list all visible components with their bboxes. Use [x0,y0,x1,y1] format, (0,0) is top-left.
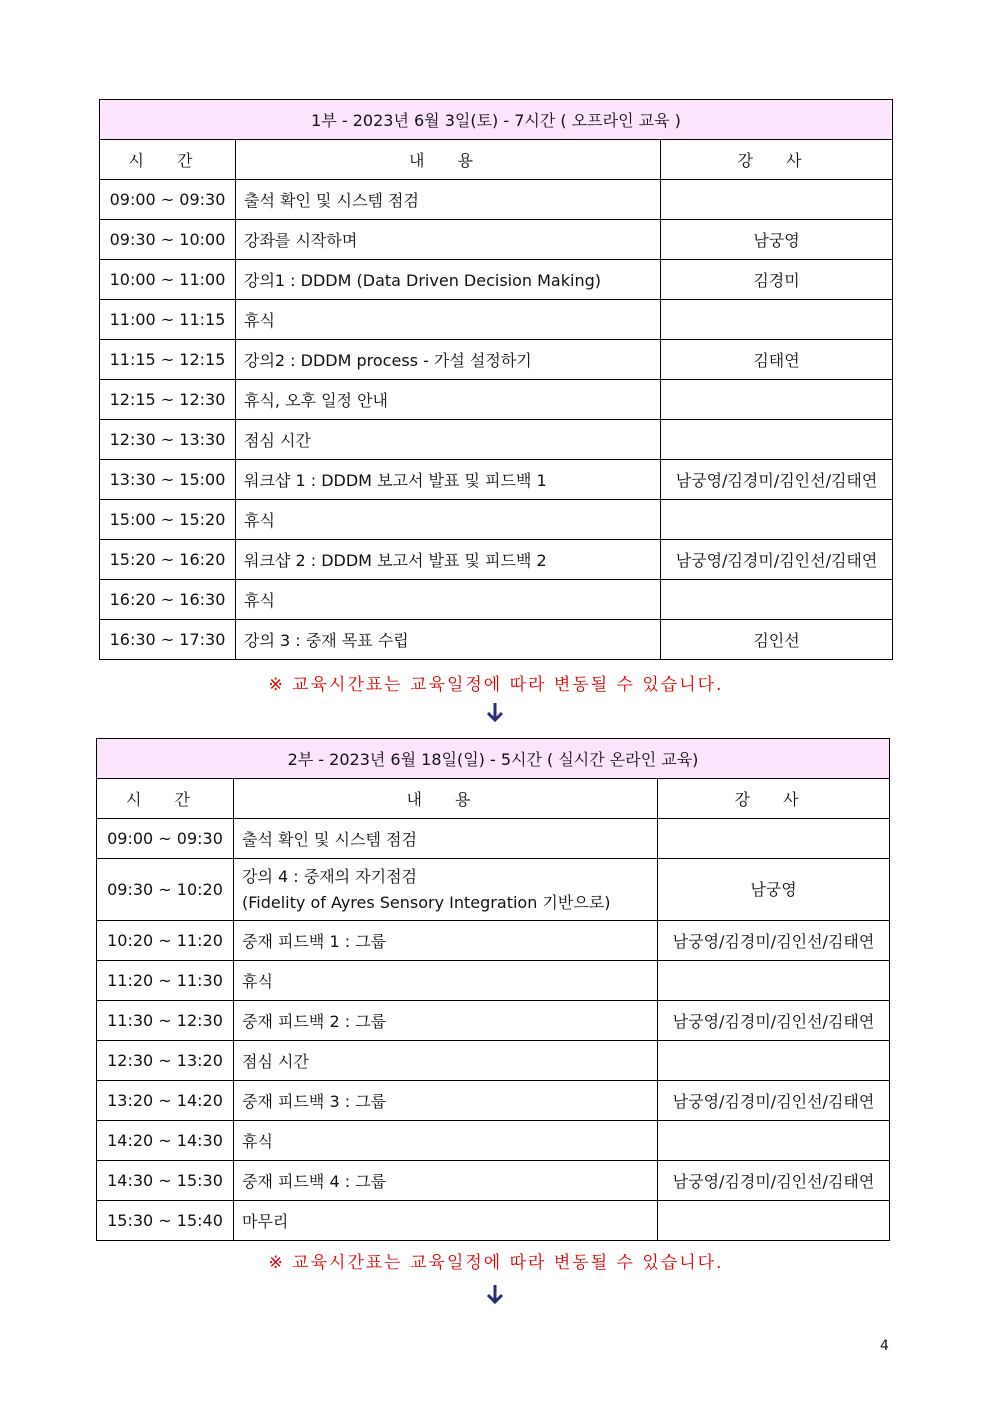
cell-content: 휴식 [236,500,661,540]
header-time: 시 간 [97,779,234,819]
table-row [100,460,893,500]
cell-content [234,859,658,921]
session-title: 1부 - 2023년 6월 3일(토) - 7시간 ( 오프라인 교육 ) [100,100,893,140]
cell-content: 중재 피드백 3 : 그룹 [234,1081,658,1121]
cell-instructor: 남궁영/김경미/김인선/김태연 [658,1161,890,1201]
cell-content: 중재 피드백 2 : 그룹 [234,1001,658,1041]
header-content: 내 용 [234,779,658,819]
table-row [97,819,890,859]
cell-content: 점심 시간 [236,420,661,460]
cell-time: 09:00 ~ 09:30 [100,180,236,220]
cell-instructor: 남궁영/김경미/김인선/김태연 [658,921,890,961]
cell-time: 11:20 ~ 11:30 [97,961,234,1001]
cell-content: 점심 시간 [234,1041,658,1081]
cell-content: 워크샵 1 : DDDM 보고서 발표 및 피드백 1 [236,460,661,500]
cell-instructor [661,380,893,420]
cell-time: 09:30 ~ 10:00 [100,220,236,260]
table-row [100,220,893,260]
cell-content-line-2: (Fidelity of Ayres Sensory Integration 기반으로) [242,892,611,912]
cell-time: 11:30 ~ 12:30 [97,1001,234,1041]
cell-time: 16:20 ~ 16:30 [100,580,236,620]
cell-time: 13:30 ~ 15:00 [100,460,236,500]
cell-instructor: 남궁영/김경미/김인선/김태연 [661,460,893,500]
cell-content: 휴식, 오후 일정 안내 [236,380,661,420]
table-row [100,500,893,540]
table-row [97,1041,890,1081]
table-row [97,1201,890,1241]
table-row [97,1001,890,1041]
cell-time: 14:30 ~ 15:30 [97,1161,234,1201]
cell-instructor: 김태연 [661,340,893,380]
table-row [100,540,893,580]
cell-time: 12:30 ~ 13:20 [97,1041,234,1081]
cell-instructor: 남궁영 [661,220,893,260]
page-number: 4 [880,1338,889,1354]
cell-instructor: 남궁영 [658,859,890,921]
cell-content: 강의1 : DDDM (Data Driven Decision Making) [236,260,661,300]
cell-time: 16:30 ~ 17:30 [100,620,236,660]
session-1-table [99,99,893,660]
cell-instructor: 남궁영/김경미/김인선/김태연 [661,540,893,580]
table-row [100,420,893,460]
cell-content: 강의2 : DDDM process - 가설 설정하기 [236,340,661,380]
cell-time: 15:00 ~ 15:20 [100,500,236,540]
cell-instructor [658,1121,890,1161]
table-row [100,620,893,660]
cell-instructor [658,1201,890,1241]
table-row [97,921,890,961]
table-row [100,300,893,340]
table-row [97,961,890,1001]
cell-time: 11:00 ~ 11:15 [100,300,236,340]
header-instructor: 강 사 [658,779,890,819]
cell-content: 휴식 [236,580,661,620]
table-row [100,580,893,620]
cell-time: 11:15 ~ 12:15 [100,340,236,380]
cell-content: 강의 3 : 중재 목표 수립 [236,620,661,660]
table-row [97,1121,890,1161]
cell-content: 중재 피드백 4 : 그룹 [234,1161,658,1201]
cell-instructor [661,420,893,460]
cell-instructor [661,180,893,220]
cell-time: 13:20 ~ 14:20 [97,1081,234,1121]
arrow-down-icon [483,700,507,724]
header-time: 시 간 [100,140,236,180]
table-row [97,1081,890,1121]
cell-time: 09:30 ~ 10:20 [97,859,234,921]
cell-content: 중재 피드백 1 : 그룹 [234,921,658,961]
cell-content: 휴식 [234,1121,658,1161]
cell-time: 15:30 ~ 15:40 [97,1201,234,1241]
table-row [100,380,893,420]
cell-content: 강좌를 시작하며 [236,220,661,260]
cell-time: 15:20 ~ 16:20 [100,540,236,580]
header-instructor: 강 사 [661,140,893,180]
cell-content: 휴식 [234,961,658,1001]
cell-content-line-1: 강의 4 : 중재의 자기점검 [242,866,418,886]
cell-content: 마무리 [234,1201,658,1241]
table-row [100,340,893,380]
cell-time: 10:20 ~ 11:20 [97,921,234,961]
cell-instructor: 남궁영/김경미/김인선/김태연 [658,1001,890,1041]
table-row [97,859,890,921]
cell-instructor [661,500,893,540]
cell-time: 09:00 ~ 09:30 [97,819,234,859]
table-row [100,180,893,220]
cell-time: 14:20 ~ 14:30 [97,1121,234,1161]
cell-instructor [658,961,890,1001]
cell-instructor [658,1041,890,1081]
session-title: 2부 - 2023년 6월 18일(일) - 5시간 ( 실시간 온라인 교육) [97,739,890,779]
cell-instructor [658,819,890,859]
cell-instructor [661,300,893,340]
cell-time: 12:30 ~ 13:30 [100,420,236,460]
cell-content: 출석 확인 및 시스템 점검 [234,819,658,859]
cell-instructor [661,580,893,620]
session-2-table [96,738,890,1241]
table-row [97,1161,890,1201]
cell-content: 휴식 [236,300,661,340]
cell-time: 12:15 ~ 12:30 [100,380,236,420]
cell-instructor: 남궁영/김경미/김인선/김태연 [658,1081,890,1121]
cell-content: 워크샵 2 : DDDM 보고서 발표 및 피드백 2 [236,540,661,580]
cell-instructor: 김경미 [661,260,893,300]
schedule-change-note: ※ 교육시간표는 교육일정에 따라 변동될 수 있습니다. [268,1253,724,1273]
header-content: 내 용 [236,140,661,180]
table-row [100,260,893,300]
schedule-change-note: ※ 교육시간표는 교육일정에 따라 변동될 수 있습니다. [268,675,724,695]
cell-instructor: 김인선 [661,620,893,660]
cell-time: 10:00 ~ 11:00 [100,260,236,300]
cell-content: 출석 확인 및 시스템 점검 [236,180,661,220]
arrow-down-icon [483,1282,507,1306]
